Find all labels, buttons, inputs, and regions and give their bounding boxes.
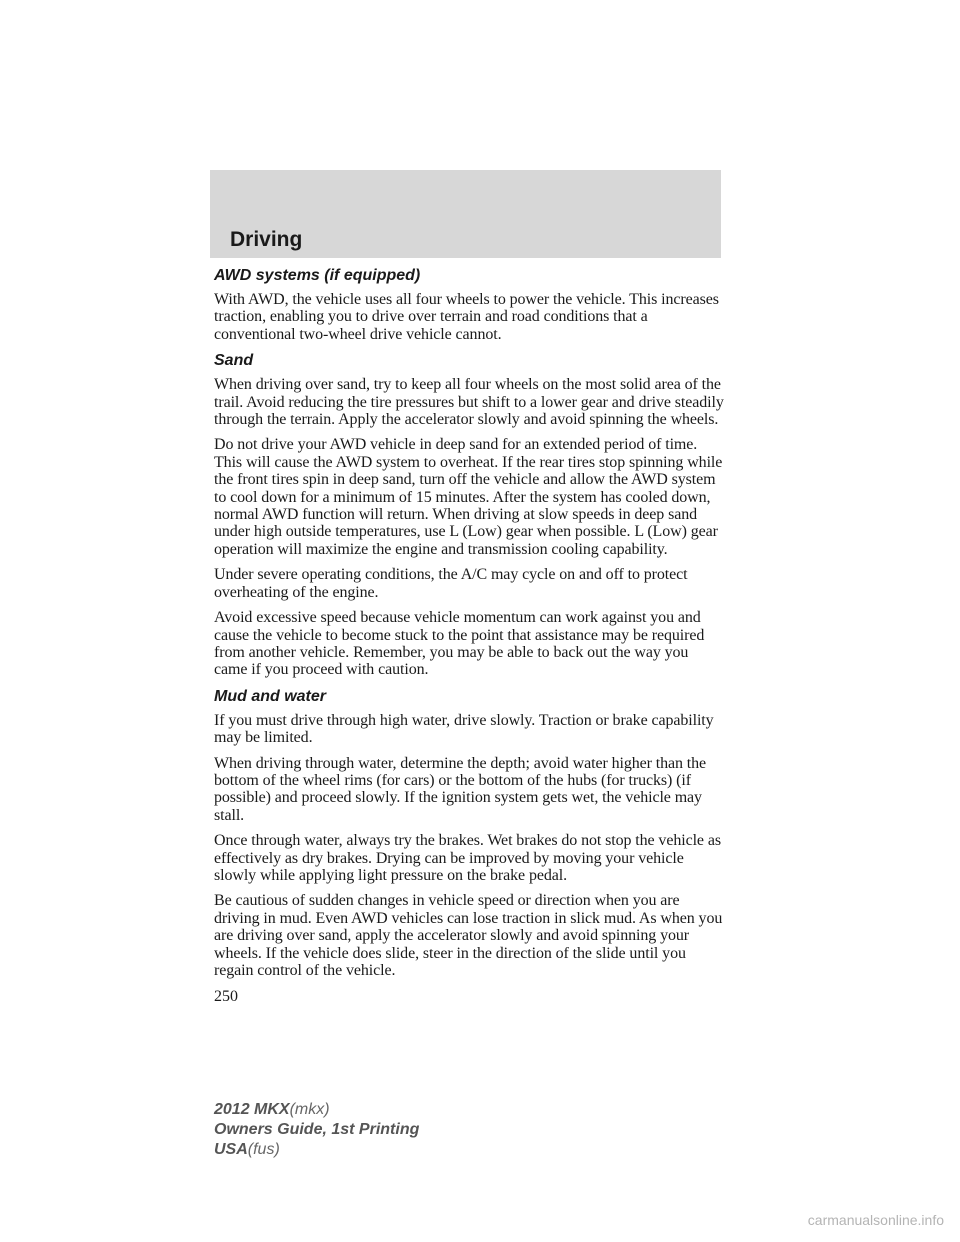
section-title: Driving [230, 228, 303, 251]
heading-mud-and-water: Mud and water [214, 687, 327, 705]
paragraph-awd-intro: With AWD, the vehicle uses all four wheels to power the vehicle. This increases traction, enabling you to drive over terrain and road conditions that a conventional two-wheel drive vehicle cannot. [214, 291, 719, 343]
paragraph-mud-4: Be cautious of sudden changes in vehicle speed or direction when you are driving in mud. Even AWD vehicles can lose traction in slick mud. As when you are driving over sand, apply the accelerator slowly and avoid spinning your wheels. If the vehicle does slide, steer in the direction of the slide until you regain control of the vehicle. [214, 892, 723, 979]
section-header-band [210, 170, 721, 258]
footer-guide: Owners Guide, 1st Printing [214, 1121, 420, 1138]
footer-market-line [214, 1140, 419, 1160]
footer-market: USA [214, 1141, 248, 1158]
paragraph-mud-3: Once through water, always try the brakes. Wet brakes do not stop the vehicle as effectively as dry brakes. Drying can be improved by moving your vehicle slowly while applying light pressure on the brake pedal. [214, 832, 721, 884]
paragraph-mud-1: If you must drive through high water, drive slowly. Traction or brake capability may be limited. [214, 711, 714, 747]
paragraph-sand-3: Under severe operating conditions, the A/C may cycle on and off to protect overheating of the engine. [214, 566, 688, 601]
site-watermark: carmanualsonline.info [807, 1212, 944, 1228]
page-content [214, 266, 724, 1007]
heading-awd-systems: AWD systems (if equipped) [214, 267, 421, 284]
paragraph-mud-2: When driving through water, determine the depth; avoid water higher than the bottom of the wheel rims (for cars) or the bottom of the hubs (for trucks) (if possible) and proceed slowly. If the ignition system gets wet, the vehicle may stall. [214, 754, 707, 824]
footer-model: 2012 MKX [214, 1101, 290, 1118]
paragraph-sand-1: When driving over sand, try to keep all four wheels on the most solid area of the trail. Avoid reducing the tire pressures but shift to a lower gear and drive steadily through the terrain. Apply the accelerator slowly and avoid spinning the wheels. [214, 376, 724, 429]
footer-model-code: (mkx) [289, 1101, 330, 1118]
paragraph-sand-4: Avoid excessive speed because vehicle momentum can work against you and cause the vehicle to become stuck to the point that assistance may be required from another vehicle. Remember, you may be able to back out the way you came if you proceed with caution. [214, 609, 705, 679]
paragraph-sand-2: Do not drive your AWD vehicle in deep sand for an extended period of time. This will cause the AWD system to overheat. If the rear tires stop spinning while the front tires spin in deep sand, turn off the vehicle and allow the AWD system to cool down for a minimum of 15 minutes. After the system has cooled down, normal AWD function will return. When driving at slow speeds in deep sand under high outside temperatures, use L (Low) gear when possible. L (Low) gear operation will maximize the engine and transmission cooling capability. [214, 436, 723, 558]
document-footer [214, 1100, 419, 1160]
footer-model-line [214, 1100, 419, 1120]
heading-sand: Sand [214, 352, 254, 370]
footer-market-code: (fus) [247, 1141, 280, 1158]
page-number: 250 [214, 988, 238, 1006]
